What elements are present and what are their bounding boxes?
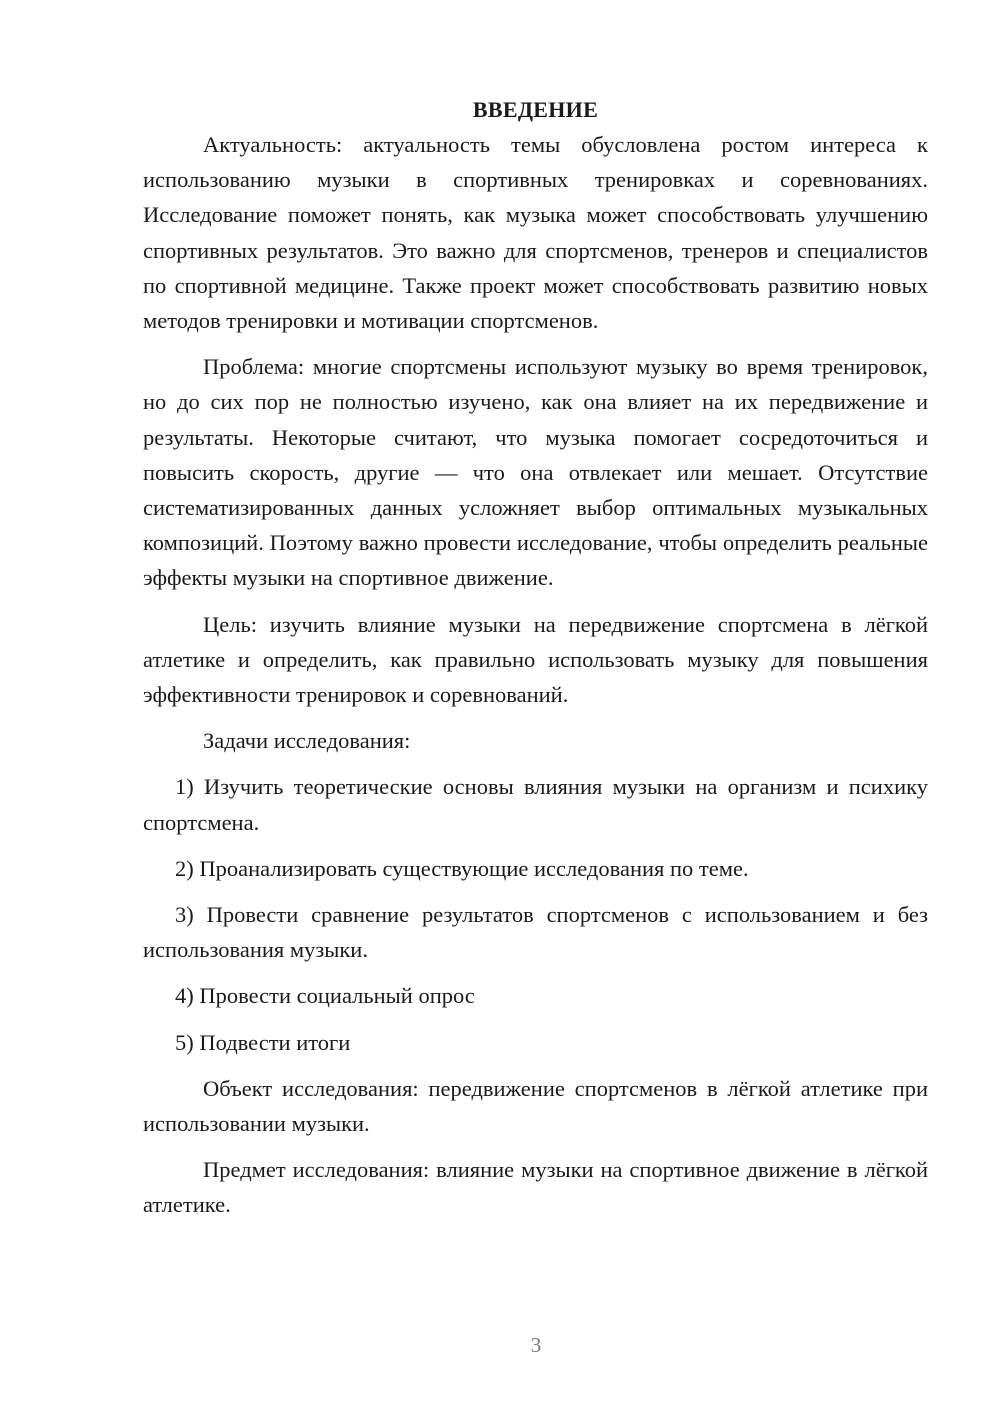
page-title: ВВЕДЕНИЕ [472, 97, 599, 122]
subject-paragraph: Предмет исследования: влияние музыки на спортивное движение в лёгкой атлетике. [143, 1157, 928, 1218]
goal-paragraph: Цель: изучить влияние музыки на передвижение спортсмена в лёгкой атлетике и определить, как правильно использовать музыку для повышения эффективности тренировок и соревнований. [143, 611, 928, 708]
relevance-paragraph: Актуальность: актуальность темы обусловлена ростом интереса к использованию музыки в спортивных тренировках и соревнованиях. Исследование поможет понять, как музыка может способствовать улучшению спортивных результатов. Это важно для спортсменов, тренеров и специалистов по спортивной медицине. Также проект может способствовать развитию новых методов тренировки и мотивации спортсменов. [143, 132, 928, 334]
document-page [143, 92, 928, 1223]
task-item-1: 1) Изучить теоретические основы влияния музыки на организм и психику спортсмена. [143, 774, 928, 835]
object-paragraph: Объект исследования: передвижение спортсменов в лёгкой атлетике при использовании музыки. [143, 1075, 928, 1137]
problem-paragraph: Проблема: многие спортсмены используют музыку во время тренировок, но до сих пор не полностью изучено, как она влияет на их передвижение и результаты. Некоторые считают, что музыка помогает сосредоточиться и повысить скорость, другие — что она отвлекает или мешает. Отсутствие систематизированных данных усложняет выбор оптимальных музыкальных композиций. Поэтому важно провести исследование, чтобы определить реальные эффекты музыки на спортивное движение. [143, 354, 928, 591]
task-item-4: 4) Провести социальный опрос [175, 983, 475, 1009]
task-item-5: 5) Подвести итоги [175, 1029, 351, 1055]
tasks-heading: Задачи исследования: [203, 728, 411, 754]
page-number: 3 [530, 1333, 542, 1357]
task-item-3: 3) Провести сравнение результатов спортсменов с использованием и без использования музыки. [143, 902, 928, 963]
task-item-2: 2) Проанализировать существующие исследования по теме. [175, 855, 749, 881]
